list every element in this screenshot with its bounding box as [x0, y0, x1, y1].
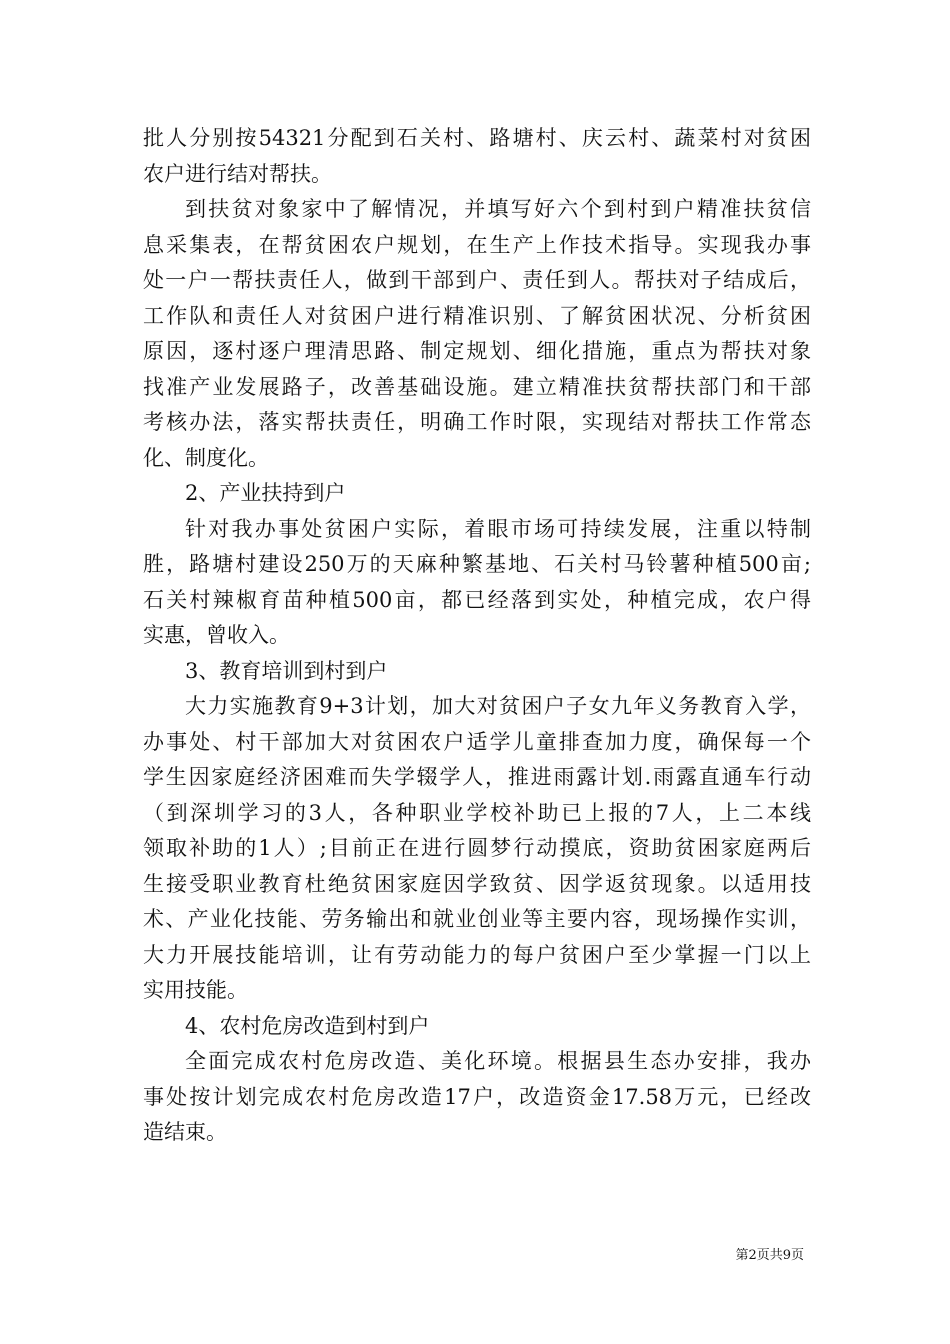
- text-line: 办事处、村干部加大对贫困农户适学儿童排查加力度，确保每一个: [143, 729, 811, 754]
- text-line: 针对我办事处贫困户实际，着眼市场可持续发展，注重以特制: [185, 516, 811, 541]
- text-line: 批人分别按54321分配到石关村、路塘村、庆云村、蔬菜村对贫困: [143, 126, 811, 150]
- paragraph: [143, 654, 811, 690]
- text-line: 2、产业扶持到户: [185, 481, 346, 505]
- text-line: 工作队和责任人对贫困户进行精准识别、了解贫困状况、分析贫困: [143, 303, 811, 328]
- text-line: 术、产业化技能、劳务输出和就业创业等主要内容，现场操作实训，: [143, 907, 811, 931]
- paragraph: [143, 1044, 811, 1151]
- text-line: 农户进行结对帮扶。: [143, 161, 332, 186]
- text-line: 学生因家庭经济困难而失学辍学人，推进雨露计划.雨露直通车行动: [143, 765, 811, 789]
- text-line: 生接受职业教育杜绝贫困家庭因学致贫、因学返贫现象。以适用技: [143, 871, 811, 896]
- text-line: 到扶贫对象家中了解情况，并填写好六个到村到户精准扶贫信: [185, 197, 811, 221]
- text-line: 石关村辣椒育苗种植500亩，都已经落到实处，种植完成，农户得: [143, 587, 811, 612]
- text-line: 事处按计划完成农村危房改造17户，改造资金17.58万元，已经改: [143, 1084, 811, 1109]
- text-line: 领取补助的1人）;目前正在进行圆梦行动摸底，资助贫困家庭两后: [143, 836, 811, 860]
- text-line: 胜，路塘村建设250万的天麻种繁基地、石关村马铃薯种植500亩;: [143, 552, 811, 576]
- paragraph: [143, 476, 811, 512]
- text-line: 大力实施教育9+3计划，加大对贫困户子女九年义务教育入学，: [185, 694, 811, 718]
- text-line: 化、制度化。: [143, 445, 269, 470]
- text-line: 大力开展技能培训，让有劳动能力的每户贫困户至少掌握一门以上: [143, 942, 811, 967]
- text-line: 实惠，曾收入。: [143, 623, 290, 647]
- paragraph: [143, 1009, 811, 1045]
- text-line: 考核办法，落实帮扶责任，明确工作时限，实现结对帮扶工作常态: [143, 410, 811, 434]
- text-line: 找准产业发展路子，改善基础设施。建立精准扶贫帮扶部门和干部: [143, 374, 811, 399]
- text-line: 息采集表，在帮贫困农户规划，在生产上作技术指导。实现我办事: [143, 232, 811, 257]
- text-line: 造结束。: [143, 1120, 227, 1144]
- text-line: 实用技能。: [143, 978, 248, 1002]
- text-line: 4、农村危房改造到村到户: [185, 1013, 430, 1038]
- page-number-footer: 第2页共9页: [735, 1248, 804, 1263]
- paragraph: [143, 689, 811, 1009]
- text-line: 全面完成农村危房改造、美化环境。根据县生态办安排，我办: [185, 1049, 811, 1073]
- text-line: 原因，逐村逐户理清思路、制定规划、细化措施，重点为帮扶对象: [143, 339, 811, 363]
- paragraph: [143, 512, 811, 654]
- text-line: 处一户一帮扶责任人，做到干部到户、责任到人。帮扶对子结成后，: [143, 268, 811, 292]
- text-line: 3、教育培训到村到户: [185, 658, 388, 683]
- document-body: [143, 121, 811, 1151]
- paragraph: [143, 121, 811, 192]
- text-line: （到深圳学习的3人，各种职业学校补助已上报的7人，上二本线: [143, 800, 811, 825]
- paragraph: [143, 192, 811, 476]
